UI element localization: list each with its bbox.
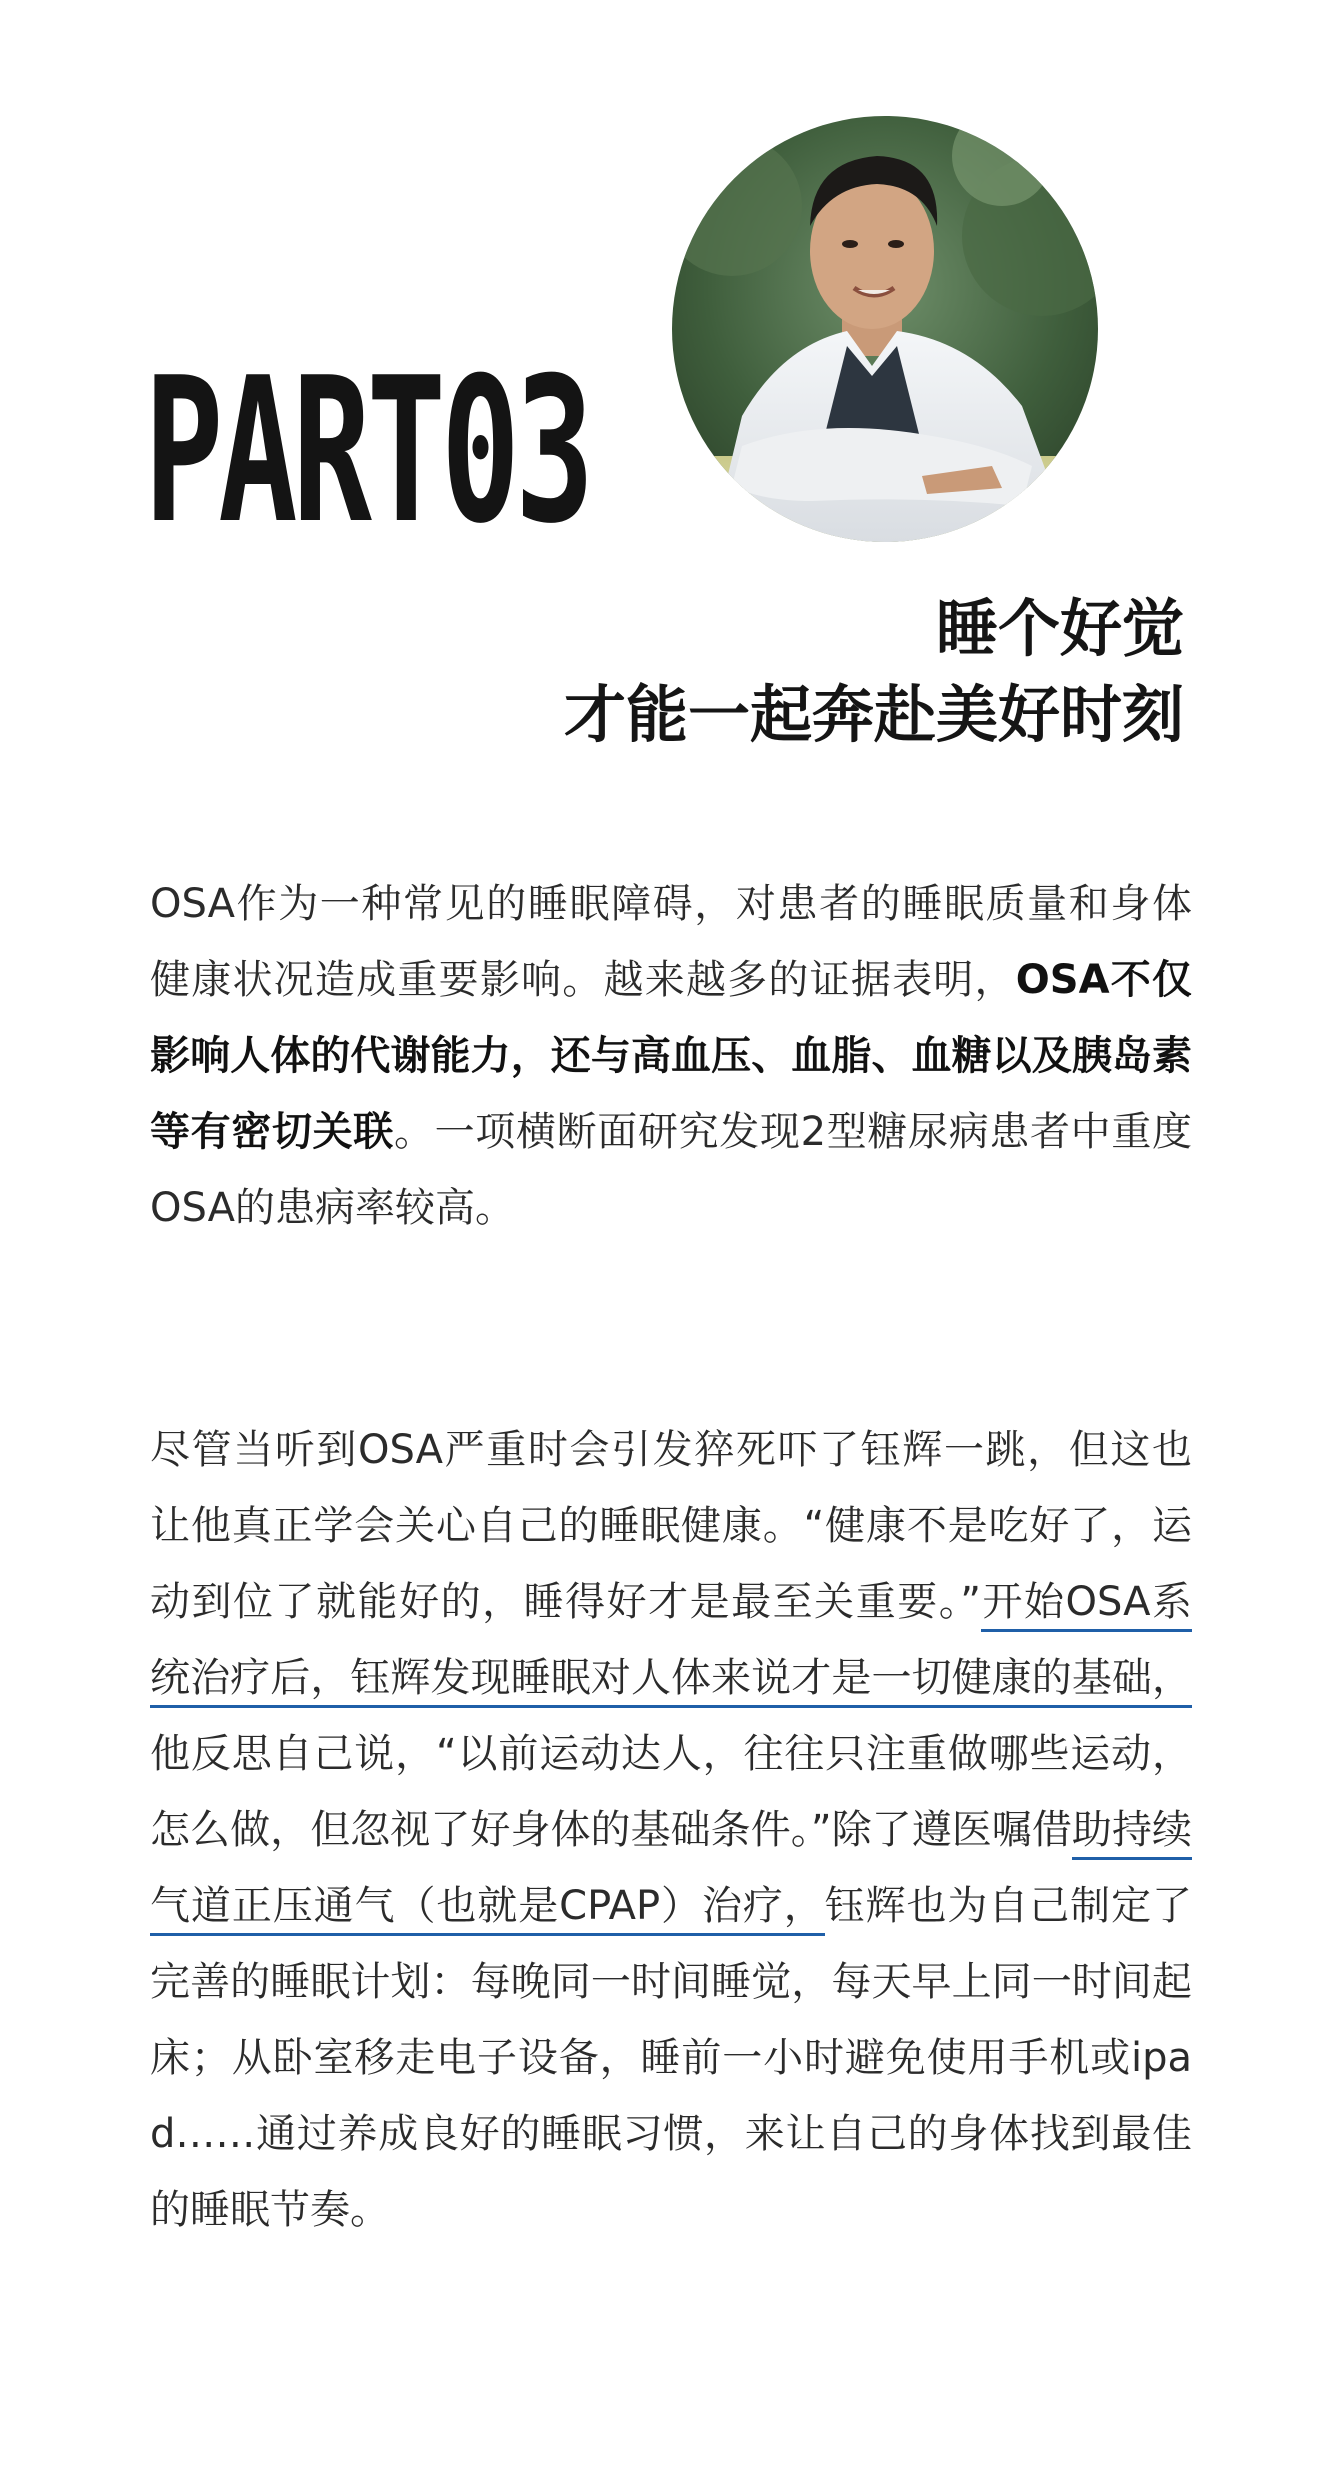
paragraph-2-underline-1: 开始OSA系统治疗后，钰辉发现睡眠对人体来说才是一切健康的基础， xyxy=(150,1579,1192,1708)
section-title xyxy=(564,586,1184,758)
paragraph-1-text-a: OSA作为一种常见的睡眠障碍，对患者的睡眠质量和身体健康状况造成重要影响。越来越多的证据表明， xyxy=(150,881,1192,1003)
part-heading: PART03 xyxy=(144,335,590,568)
paragraph-2-text-a: 尽管当听到OSA严重时会引发猝死吓了钰辉一跳，但这也让他真正学会关心自己的睡眠健康。“健康不是吃好了，运动到位了就能好的，睡得好才是最至关重要。” xyxy=(150,1427,1192,1625)
title-line-2: 才能一起奔赴美好时刻 xyxy=(563,678,1184,751)
paragraph-1 xyxy=(150,866,1192,1246)
paragraph-2-underline-2: 助持续气道正压通气（也就是CPAP）治疗， xyxy=(150,1807,1192,1936)
title-line-1: 睡个好觉 xyxy=(935,592,1184,665)
portrait-photo xyxy=(672,116,1098,542)
paragraph-2-text-c: 钰辉也为自己制定了完善的睡眠计划：每晚同一时间睡觉，每天早上同一时间起床；从卧室移走电子设备，睡前一小时避免使用手机或ipad……通过养成良好的睡眠习惯，来让自己的身体找到最佳的睡眠节奏。 xyxy=(150,1883,1192,2233)
man-portrait-icon xyxy=(672,116,1098,542)
paragraph-1-text-b: 。一项横断面研究发现2型糖尿病患者中重度OSA的患病率较高。 xyxy=(150,1109,1193,1231)
paragraph-2-text-b: 他反思自己说，“以前运动达人，往往只注重做哪些运动，怎么做，但忽视了好身体的基础条件。”除了遵医嘱借 xyxy=(150,1731,1192,1853)
paragraph-1-bold: OSA不仅影响人体的代谢能力，还与高血压、血脂、血糖以及胰岛素等有密切关联 xyxy=(150,957,1192,1155)
paragraph-2 xyxy=(150,1412,1192,2248)
